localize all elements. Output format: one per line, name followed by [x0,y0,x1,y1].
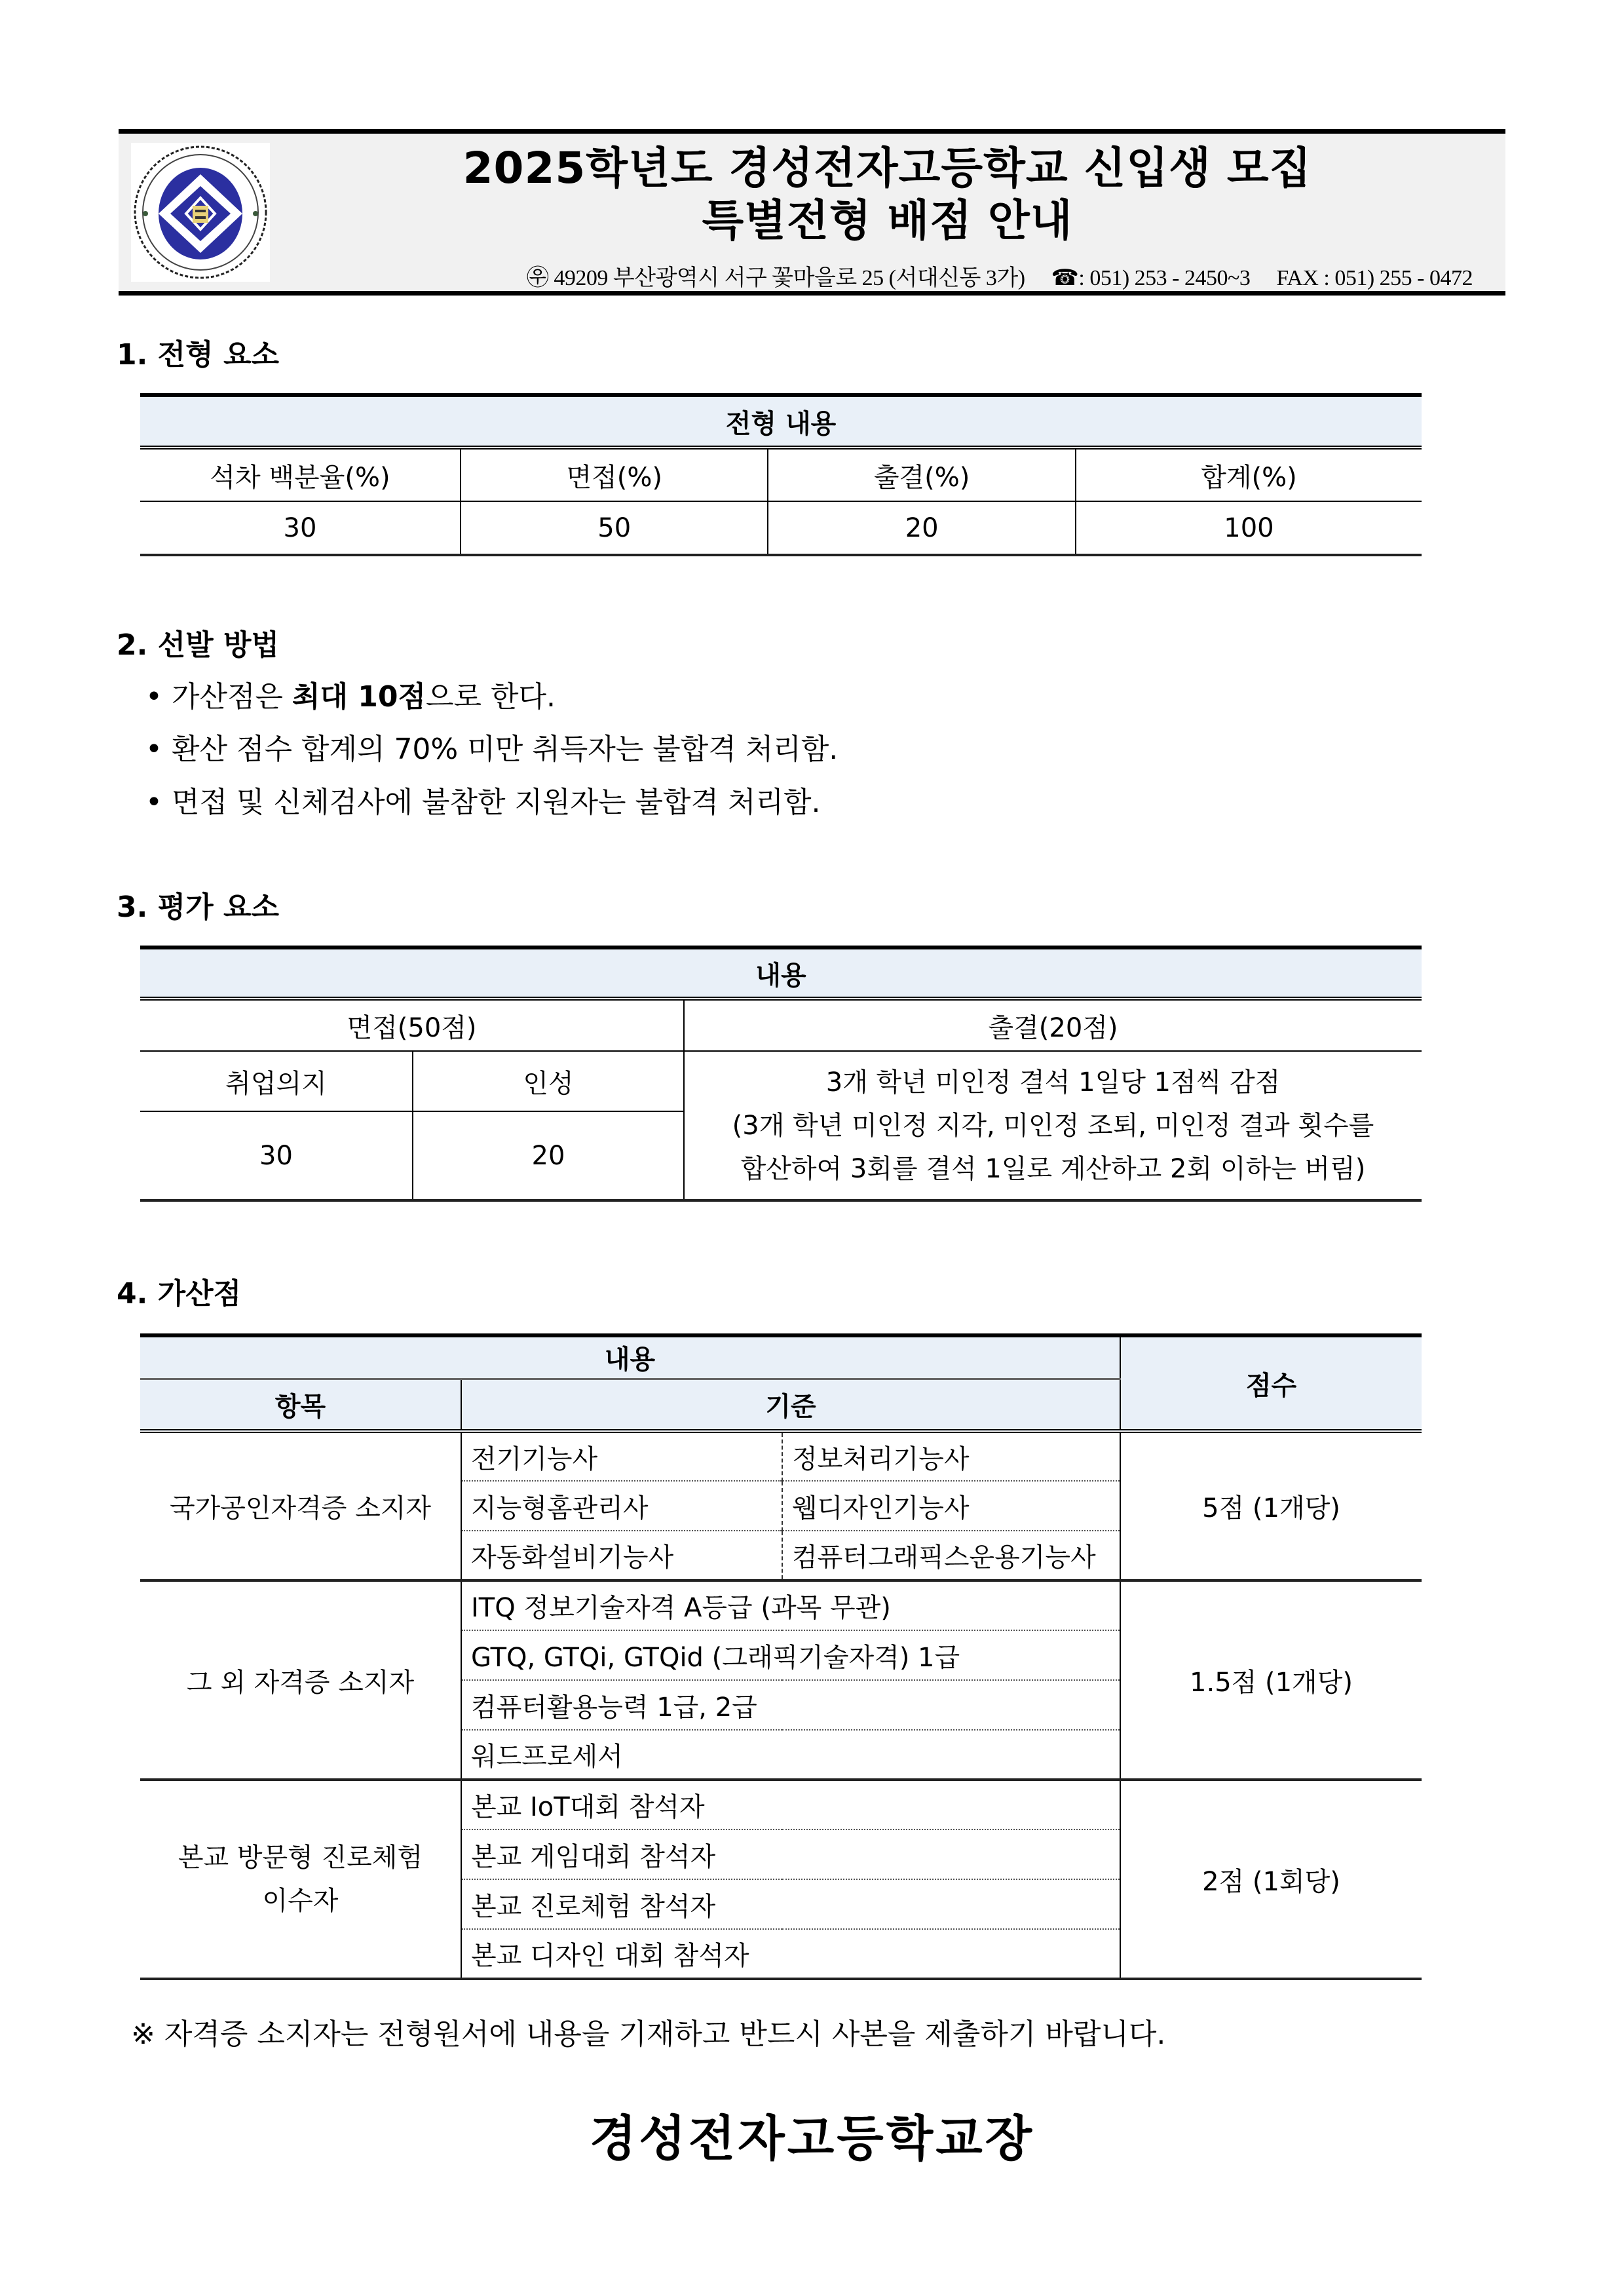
criteria-cell: ITQ 정보기술자격 A등급 (과목 무관) [461,1580,1120,1630]
phone-number: : 051) 253 - 2450~3 [1078,266,1251,290]
section-title-selection-elements: 1. 전형 요소 [117,338,279,372]
table-header-score: 점수 [1120,1335,1422,1431]
column-header: 석차 백분율(%) [210,462,390,493]
table-header-criteria: 기준 [461,1379,1120,1431]
criteria-cell: 컴퓨터활용능력 1급, 2급 [461,1680,1120,1730]
column-header: 면접(%) [461,448,768,501]
table-header-item: 항목 [140,1379,461,1431]
bonus-score: 2점 (1회당) [1120,1780,1422,1979]
bonus-item: 본교 방문형 진로체험 이수자 [140,1780,461,1979]
criteria-cell: 웹디자인기능사 [782,1481,1120,1531]
table-cell: 20 [413,1111,684,1200]
section-title-selection-method: 2. 선발 방법 [117,628,279,662]
table-cell: 50 [461,501,768,555]
bonus-points-table [140,1333,1422,1980]
section-title-bonus-points: 4. 가산점 [117,1277,242,1311]
criteria-cell: GTQ, GTQi, GTQid (그래픽기술자격) 1급 [461,1630,1120,1680]
school-address: ㉾ 49209 부산광역시 서구 꽃마을로 25 (서대신동 3가) [526,266,1025,290]
criteria-cell: 본교 게임대회 참석자 [461,1829,1120,1879]
selection-elements-table [140,393,1422,556]
emphasis-text: 최대 10점 [292,680,426,714]
phone-icon: ☎ [1051,266,1079,290]
bullet-item: • 가산점은 최대 10점으로 한다. [145,680,556,714]
criteria-cell: 정보처리기능사 [782,1431,1120,1481]
criteria-cell: 본교 진로체험 참석자 [461,1879,1120,1929]
table-cell: 30 [259,1140,293,1171]
interview-header: 면접(50점) [347,1012,477,1043]
bonus-score: 5점 (1개당) [1120,1431,1422,1580]
bonus-score: 1.5점 (1개당) [1120,1580,1422,1780]
bullet-icon: • [145,733,162,766]
contact-line [315,259,1473,292]
emblem-icon [131,143,270,282]
interview-sub-header: 인성 [413,1051,684,1111]
interview-sub-header: 취업의지 [140,1051,413,1111]
criteria-cell: 지능형홈관리사 [461,1481,782,1531]
bonus-item: 그 외 자격증 소지자 [140,1580,461,1780]
certificate-note: ※ 자격증 소지자는 전형원서에 내용을 기재하고 반드시 사본을 제출하기 바랍니다. [131,2018,1166,2051]
bullet-icon: • [145,680,162,714]
criteria-cell: 본교 IoT대회 참석자 [461,1780,1120,1829]
section-title-evaluation-elements: 3. 평가 요소 [117,890,279,924]
fax-number: FAX : 051) 255 - 0472 [1276,266,1473,290]
principal-signature: 경성전자고등학교장 [589,2111,1035,2167]
bullet-item: • 환산 점수 합계의 70% 미만 취득자는 불합격 처리함. [145,733,839,766]
document-title-line1: 2025학년도 경성전자고등학교 신입생 모집 [463,143,1312,193]
criteria-cell: 워드프로세서 [461,1730,1120,1780]
criteria-cell: 컴퓨터그래픽스운용기능사 [782,1531,1120,1580]
criteria-cell: 자동화설비기능사 [461,1531,782,1580]
column-header: 합계(%) [1076,448,1422,501]
attendance-header: 출결(20점) [684,999,1422,1051]
attendance-rule: 3개 학년 미인정 결석 1일당 1점씩 감점 (3개 학년 미인정 지각, 미인정 조퇴, 미인정 결과 횟수를 합산하여 3회를 결석 1일로 계산하고 2회 이하는 버림) [684,1051,1422,1200]
document-title-line2: 특별전형 배점 안내 [702,195,1073,246]
bonus-item: 국가공인자격증 소지자 [140,1431,461,1580]
table-header: 전형 내용 [140,395,1422,448]
table-header: 내용 [140,947,1422,999]
table-cell: 100 [1076,501,1422,555]
criteria-cell: 전기기능사 [461,1431,782,1481]
letterhead [119,129,1505,296]
table-cell: 30 [283,512,317,543]
evaluation-elements-table [140,946,1422,1202]
criteria-cell: 본교 디자인 대회 참석자 [461,1929,1120,1979]
table-cell: 20 [768,501,1075,555]
bullet-icon: • [145,786,162,819]
school-emblem-logo [131,143,270,282]
column-header: 출결(%) [768,448,1075,501]
bullet-item: • 면접 및 신체검사에 불참한 지원자는 불합격 처리함. [145,786,821,819]
table-header-content: 내용 [140,1335,1120,1379]
